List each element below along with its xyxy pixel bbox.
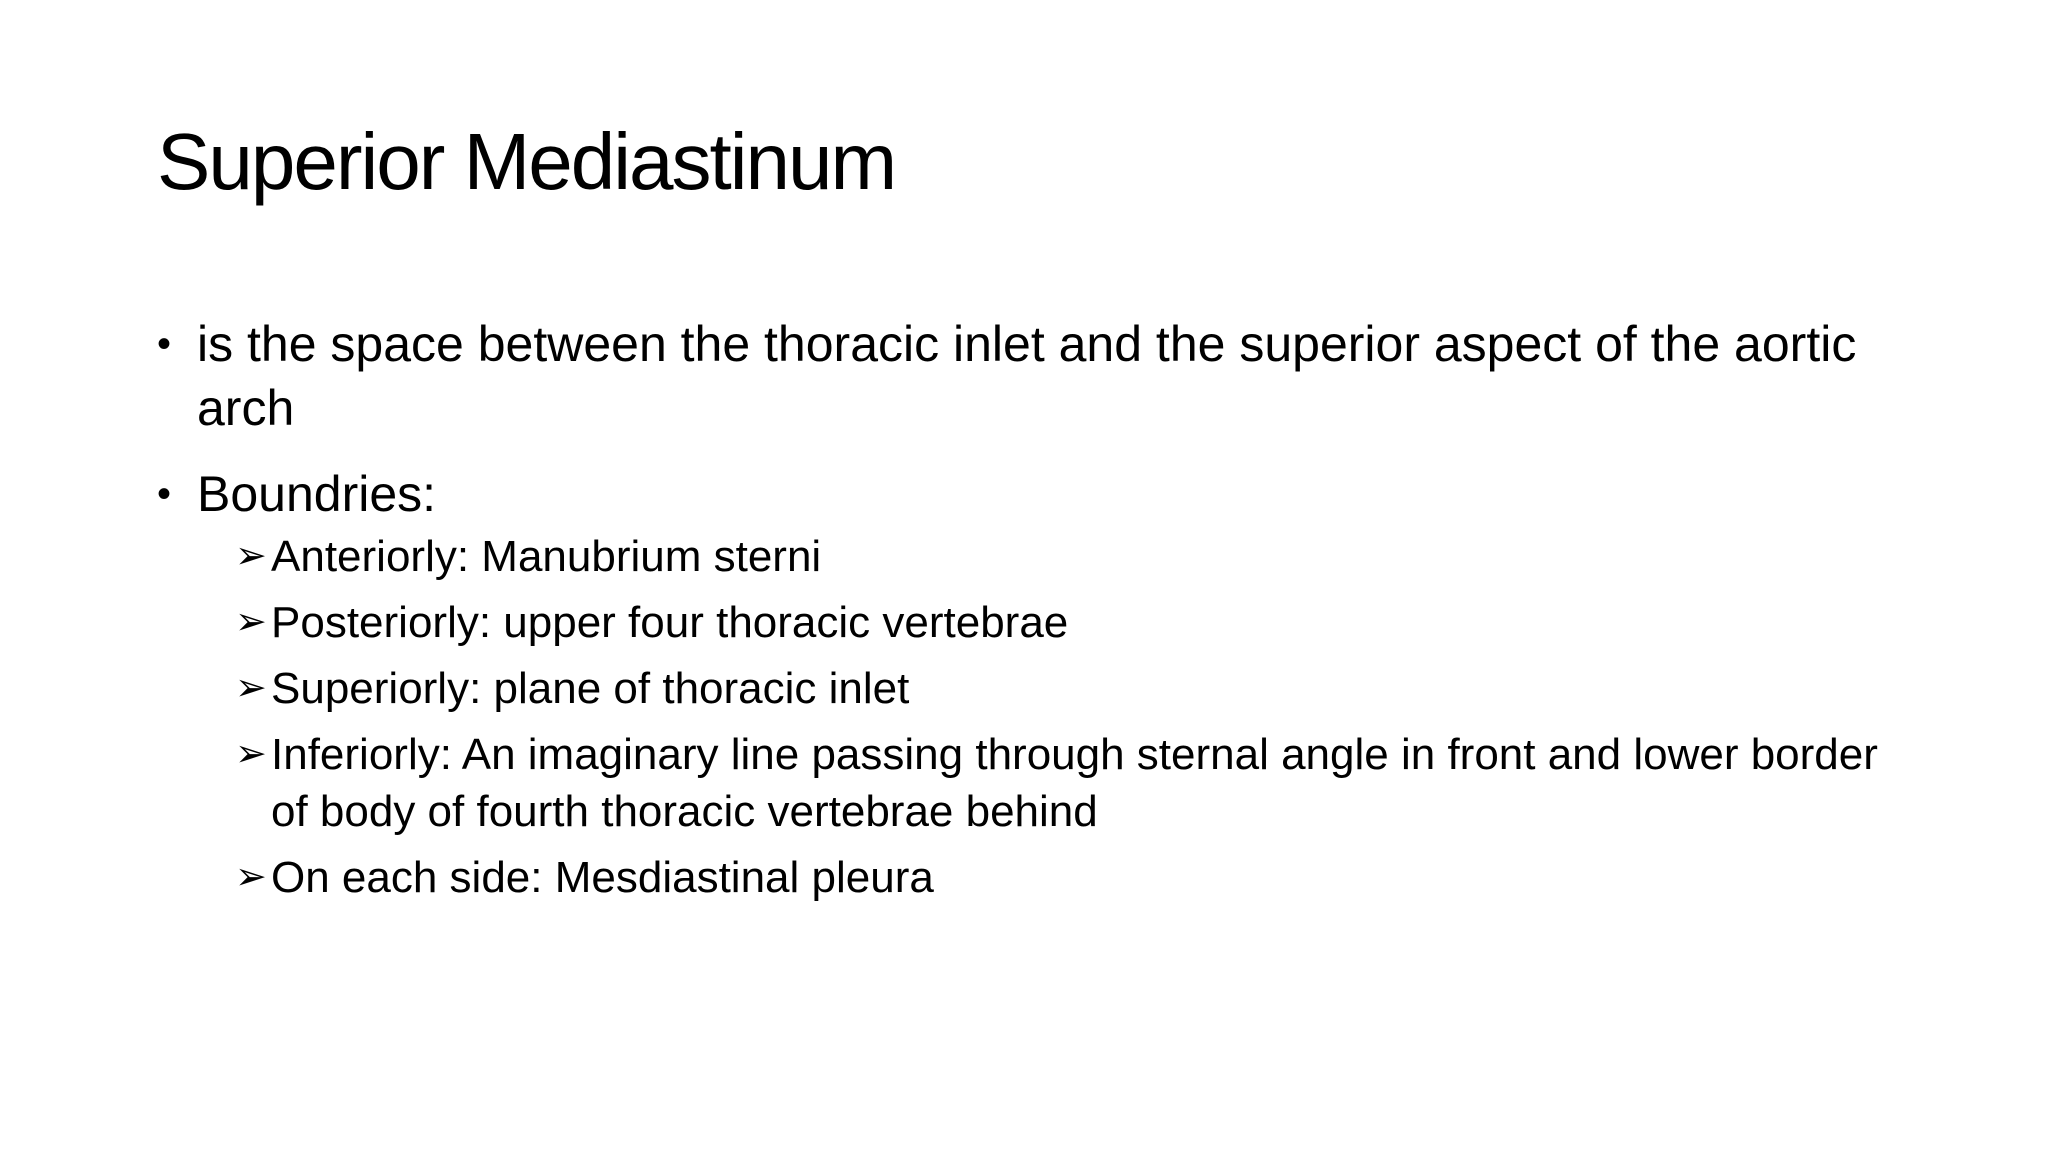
slide-title: Superior Mediastinum [157, 117, 896, 206]
sub-item-anteriorly [235, 528, 1917, 585]
bullet-item-definition [157, 312, 1917, 440]
bullet-text: Boundries: [197, 466, 437, 522]
bullet-item-boundaries [157, 462, 1917, 906]
arrowhead-bullet-icon: ➢ [235, 667, 267, 709]
arrowhead-bullet-icon: ➢ [235, 856, 267, 898]
sub-item-superiorly [235, 660, 1917, 717]
bullet-text: is the space between the thoracic inlet and the superior aspect of the aortic arch [197, 316, 1857, 436]
bullet-dot-icon: • [157, 472, 172, 516]
sub-item-inferiorly [235, 726, 1917, 840]
boundaries-sub-list [197, 528, 1917, 906]
arrowhead-bullet-icon: ➢ [235, 535, 267, 577]
sub-item-each-side [235, 849, 1917, 906]
bullet-dot-icon: • [157, 322, 172, 366]
sub-item-text: Anteriorly: Manubrium sterni [271, 532, 822, 581]
sub-item-text: Posteriorly: upper four thoracic vertebrae [271, 598, 1069, 647]
arrowhead-bullet-icon: ➢ [235, 601, 267, 643]
sub-item-text: On each side: Mesdiastinal pleura [271, 853, 934, 902]
arrowhead-bullet-icon: ➢ [235, 733, 267, 775]
bullet-list [157, 312, 1917, 928]
sub-item-text: Superiorly: plane of thoracic inlet [271, 664, 910, 713]
sub-item-text: Inferiorly: An imaginary line passing through sternal angle in front and lower border of body of fourth thoracic vertebrae behind [271, 730, 1878, 836]
sub-item-posteriorly [235, 594, 1917, 651]
